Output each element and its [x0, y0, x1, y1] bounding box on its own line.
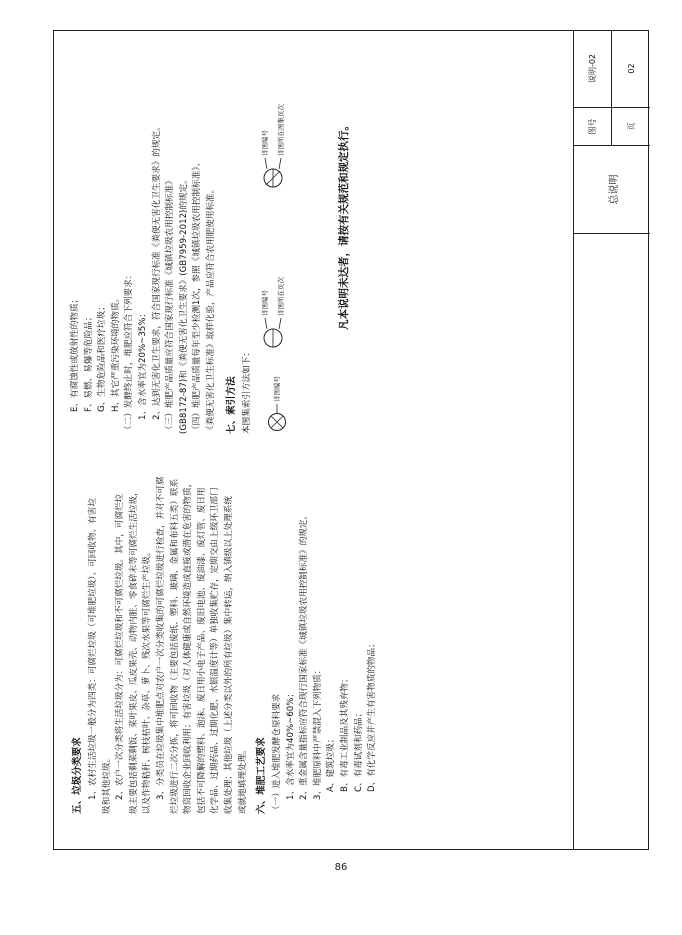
section-6-line: 1、含水率宜为40%~60%； [285, 688, 296, 800]
index-circle-icon [253, 90, 293, 190]
section-6-line: C、有毒试剂和药品； [353, 708, 364, 792]
section-5-line: 以及作物秸秆、树枝枯叶、杂草、萝卜、残次水果等可腐烂生产垃圾。 [142, 547, 153, 814]
section-6-line: F、易燃、易爆等危险品； [83, 312, 94, 412]
section-6-line: D、有化学反应并产生有害物质的物品； [367, 639, 378, 792]
index-symbol-3-label: 详图所在图集页次 [277, 104, 285, 156]
section-6-sub2: （二）发酵终止时，堆肥应符合下列要求： [124, 270, 135, 434]
section-5-title: 五、垃圾分类要求 [72, 737, 83, 814]
section-6-line: 1、含水率宜为20%~35%； [137, 308, 148, 420]
index-symbol-1-label: 详图编号 [273, 376, 281, 402]
section-5-line: 化学品、过期药品、过期化肥、水银温度计等）单独收集贮存，定期交由上级环卫部门 [210, 487, 221, 814]
section-5-line: 1、农村生活垃圾一般分为四类：可腐烂垃圾（可堆肥垃圾）、可回收物、有害垃 [88, 498, 98, 800]
section-5-line: 物资回收企业回收利用；有害垃圾（对人体健康或自然环境造成直接或潜在危害的物质， [183, 478, 194, 814]
index-circle-icon [253, 270, 293, 350]
section-6-continued [69, 122, 219, 434]
section-5-line: 2、农户一次分类将生活垃圾分为：可腐烂垃圾和不可腐烂垃圾。其中，可腐烂垃 [115, 493, 126, 800]
title-block [573, 30, 650, 850]
section-7-title: 七、索引方法 [226, 376, 237, 434]
section-6-line: 3、堆肥原料中严禁混入下列物质： [312, 665, 323, 800]
section-6-title: 六、堆肥工艺要求 [256, 737, 267, 814]
title-block-page-label [612, 108, 650, 146]
section-6-line: 《粪便无害化卫生标准》取样化验，产品应符合农用肥使用标准。 [205, 184, 216, 434]
section-7-intro: 本图集索引方法如下： [242, 348, 252, 434]
section-6-line: E、有腐蚀性或放射性的物质； [70, 294, 80, 412]
title-block-title [574, 146, 650, 234]
section-6 [253, 511, 380, 814]
title-block-code-label [574, 108, 612, 146]
section-5-line: 烂垃圾进行二次分拣，将可回收物（主要包括废纸、塑料、玻璃、金属和布料五类）联系 [169, 478, 180, 814]
section-6-line: （四）堆肥产品质量每年至少检测1次，参照《城镇垃圾农用控制标准》、 [192, 157, 203, 434]
section-6-line: 2、重金属含量指标应符合现行国家标准《城镇垃圾农用控制标准》的规定。 [299, 510, 310, 800]
title-block-page-text: 02 [626, 63, 636, 74]
section-5 [69, 477, 250, 814]
section-5-line: 包括不可降解的塑料、泡沫、废日用小电子产品、废旧电池、废油漆、废灯管、废日用 [196, 487, 207, 814]
title-block-code-label-text: 图号 [588, 118, 597, 135]
title-block-page [612, 30, 650, 108]
closing-note [338, 120, 352, 330]
title-block-page-label-text: 页 [626, 122, 636, 131]
section-5-line: 或就地填埋处理。 [237, 745, 248, 814]
section-5-line: 圾主要包括剩菜剩饭、菜叶果皮、瓜皮果壳、动物内脏、零食碎末等可腐烂生活垃圾， [128, 487, 139, 814]
index-symbol-2 [253, 270, 297, 350]
section-6-line: (GB8172-87)和《粪便无害化卫生要求》(GB7959-2012)的规定。 [178, 175, 189, 434]
section-6-line: H、其它严重污染环境的物质。 [110, 293, 121, 412]
rotated-sheet [53, 30, 649, 850]
closing-note-text: 凡本说明未达者，请按有关规范和规定执行。 [338, 120, 350, 330]
title-block-title-text: 总说明 [608, 174, 620, 205]
index-symbol-1 [261, 362, 299, 432]
section-6-sub1: （一）进入堆肥发酵仓原料要求 [272, 693, 282, 814]
index-symbol-2-label: 详图所在页次 [277, 277, 285, 316]
section-6-line: （三）堆肥产品质量应符合国家现行标准《城镇垃圾农用控制标准》 [165, 176, 176, 434]
section-5-line: 3、分类员在垃圾集中堆肥点对农户一次分类收集的可腐烂垃圾进行检查，并对不可腐 [155, 476, 166, 800]
section-5-line: 圾和其他垃圾。 [101, 753, 112, 814]
section-7 [223, 348, 255, 434]
section-6-line: B、有毒工业制品及其残弃物； [339, 674, 350, 792]
section-6-line: 2、达到无害化卫生要求，符合国家现行标准《粪便无害化卫生要求》的规定。 [151, 122, 162, 420]
section-6-line: G、生物危险品和医疗垃圾； [97, 302, 108, 412]
page-number: 86 [334, 862, 348, 873]
title-block-code [574, 30, 612, 108]
index-symbol-2-label: 详图编号 [261, 290, 269, 316]
index-symbol-3 [253, 90, 297, 190]
section-6-line: A、建筑垃圾； [326, 734, 337, 792]
section-5-line: 收集处理；其他垃圾（上述分类以外的所有垃圾）集中转运，纳入镇级以上处理系统 [223, 496, 234, 814]
title-block-code-text: 说明-02 [588, 53, 597, 84]
index-symbol-3-label: 详图编号 [261, 130, 269, 156]
